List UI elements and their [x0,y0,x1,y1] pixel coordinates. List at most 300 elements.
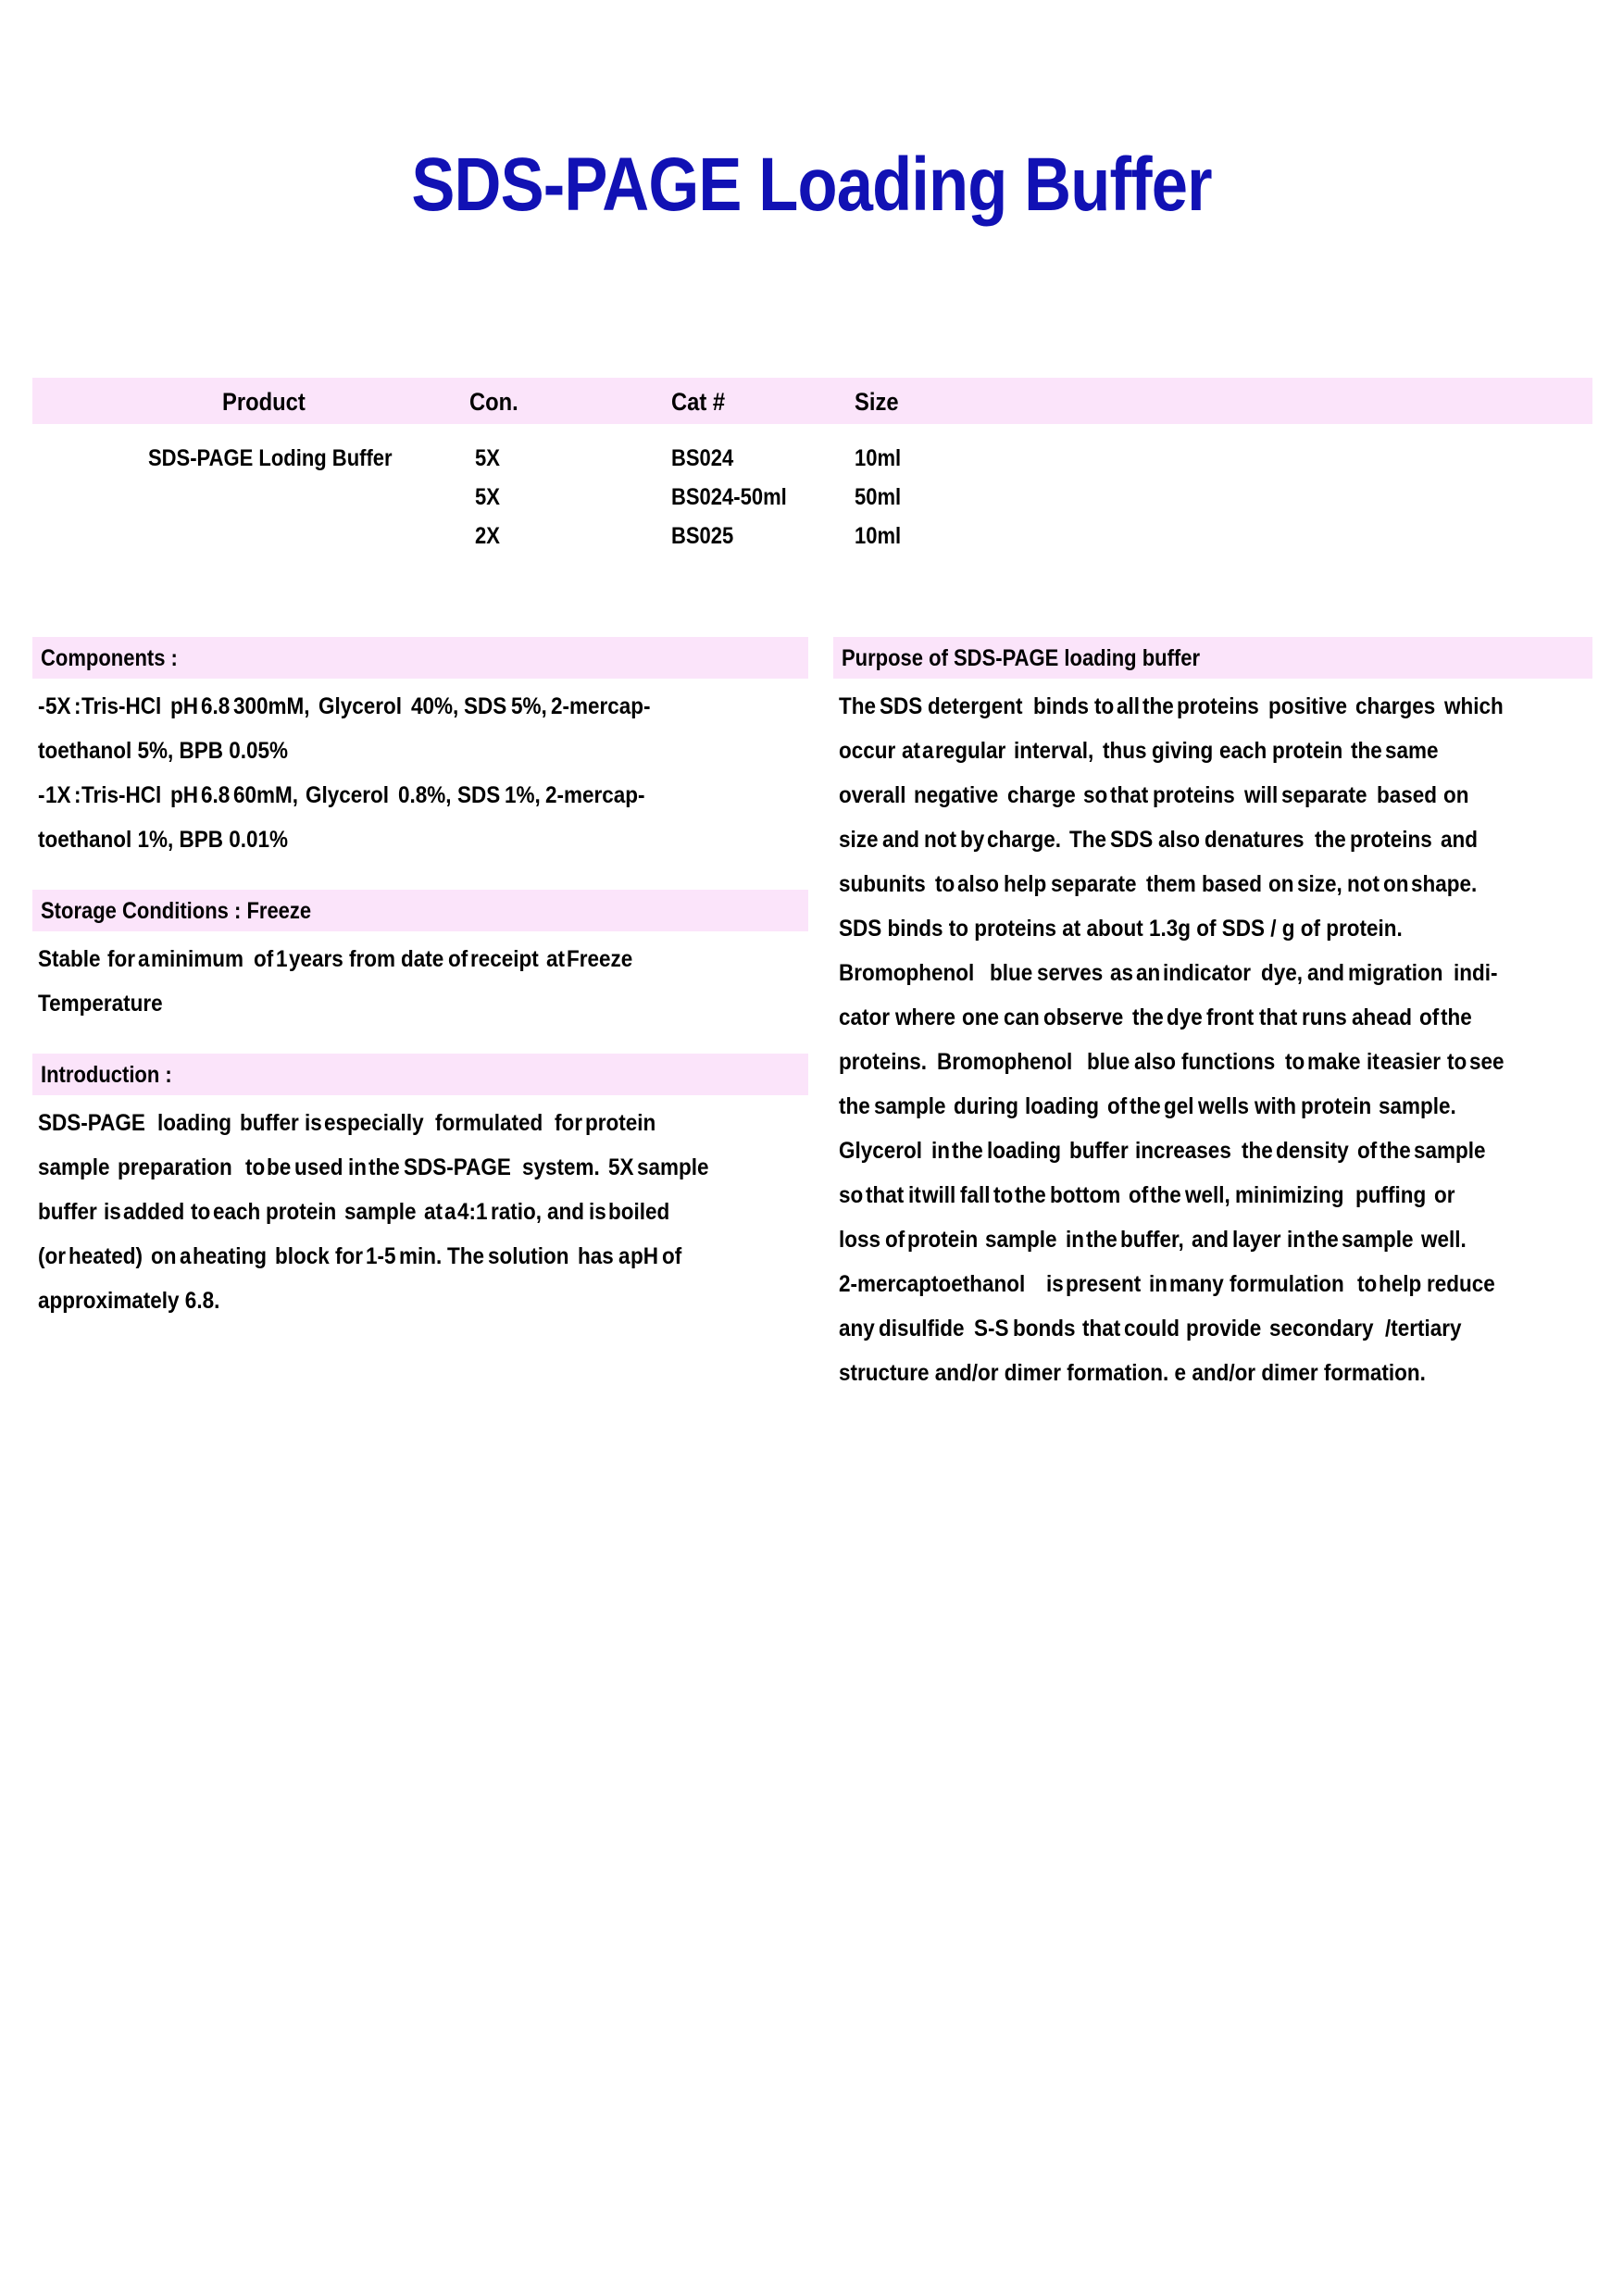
text-word: any [839,1316,875,1341]
right-column [833,637,1592,1423]
introduction-heading-band [32,1054,808,1095]
purpose-heading-band [833,637,1592,679]
text-word: dye, [1260,960,1303,986]
storage-heading: Storage Conditions : Freeze [41,898,312,924]
text-word: density [1276,1138,1350,1164]
text-word: puffing [1355,1182,1427,1208]
text-word: by [959,827,984,853]
text-word: pH [170,693,199,719]
text-word: disulfide [879,1316,965,1341]
text-word: runs [1302,1004,1347,1030]
text-word: based [1201,871,1262,897]
text-word: : [73,693,81,719]
components-heading-band [32,637,808,679]
text-word: for [334,1243,363,1269]
text-word: migration [1348,960,1443,986]
text-word: 5%, [511,693,548,719]
text-word: not [1346,871,1380,897]
text-word: increases [1134,1138,1231,1164]
text-line [839,1084,1592,1129]
text-word: in [1065,1227,1084,1253]
text-word: sample [985,1227,1057,1253]
text-word: on [1443,782,1469,808]
text-word: of [661,1243,682,1269]
text-word: of [885,1227,905,1253]
text-word: at [902,738,921,764]
text-word: to [1285,1049,1305,1075]
text-line [839,1173,1592,1217]
text-word: protein [265,1199,337,1225]
text-word: in [931,1138,951,1164]
text-word: the [1015,1182,1047,1208]
text-word: Freeze [567,946,633,972]
text-word: 5X [45,693,71,719]
text-word: is [305,1110,323,1136]
text-word: 60mM, [233,782,299,808]
text-word: at [423,1199,443,1225]
text-word: make [1306,1049,1361,1075]
cell-size: 10ml [855,445,902,471]
components-body [32,679,808,862]
text-word: Glycerol [318,693,402,719]
text-word: will [922,1182,956,1208]
text-word: heating [192,1243,267,1269]
text-word: buffer [38,1199,97,1225]
text-word: is [103,1199,121,1225]
text-word: ratio, [491,1199,543,1225]
text-word: boiled [607,1199,669,1225]
text-word: 6.8 [201,693,231,719]
text-word: protein [906,1227,978,1253]
text-word: fall [959,1182,991,1208]
text-word: system. [522,1154,601,1180]
text-word: also [956,871,999,897]
text-word: Tris-HCl [81,782,162,808]
text-word: front [1206,1004,1255,1030]
cell-product: SDS-PAGE Loding Buffer [148,445,393,471]
text-word: based [1376,782,1437,808]
text-line [839,817,1592,862]
text-word: minimizing [1234,1182,1344,1208]
text-word: The [1068,827,1106,853]
text-word: formulation [1230,1271,1345,1297]
table-body [32,424,1592,549]
text-word: Tris-HCl [81,693,162,719]
text-word: to [1447,1049,1467,1075]
cell-cat: BS024 [671,445,734,471]
text-word: interval, [1014,738,1094,764]
text-word: present [1065,1271,1141,1297]
text-word: so [839,1182,864,1208]
text-word: a [179,1243,192,1269]
text-word: easier [1380,1049,1441,1075]
text-word: the [1350,738,1382,764]
text-word: secondary [1269,1316,1374,1341]
text-word: indi- [1454,960,1498,986]
text-word: so [1083,782,1108,808]
text-word: solution [488,1243,569,1269]
text-word: in [1286,1227,1305,1253]
text-word: an [1135,960,1161,986]
purpose-body [833,679,1592,1395]
column-header-con: Con. [469,388,518,416]
text-word: minimum [151,946,244,972]
text-line [38,1145,808,1190]
section-purpose [833,637,1592,1395]
text-word: and [1306,960,1344,986]
cell-cat: BS024-50ml [671,484,787,510]
text-word: - [38,782,45,808]
product-table [32,378,1592,549]
table-header-row [32,378,1592,424]
text-word: protein [1300,1093,1371,1119]
text-line: SDS binds to proteins at about 1.3g of SDS / g of protein. [839,916,1403,942]
text-word: Bromophenol [936,1049,1072,1075]
text-word: sample [38,1154,110,1180]
column-header-cat: Cat # [671,388,726,416]
text-word: regular [935,738,1006,764]
text-word: the [952,1138,984,1164]
text-word: - [38,693,45,719]
purpose-heading: Purpose of SDS-PAGE loading buffer [842,645,1201,671]
text-line [839,684,1592,729]
components-heading: Components : [41,645,178,671]
text-word: well. [1421,1227,1467,1253]
text-word: a [444,1199,456,1225]
text-word: date [400,946,444,972]
text-word: giving [1151,738,1213,764]
text-word: each [1219,738,1267,764]
text-word: blue [1087,1049,1130,1075]
text-word: binds [1032,693,1089,719]
text-word: for [555,1110,583,1136]
text-word: 6.8 [201,782,231,808]
text-word: each [212,1199,261,1225]
text-word: SDS [457,782,501,808]
text-word: block [274,1243,330,1269]
text-word: bonds [1012,1316,1076,1341]
cell-size: 50ml [855,484,902,510]
text-word: indicator [1163,960,1252,986]
text-line [839,1306,1592,1351]
text-word: : [73,782,81,808]
cell-con: 5X [475,445,500,471]
text-word: charge. [986,827,1061,853]
text-word: the [1441,1004,1472,1030]
text-line [839,1040,1592,1084]
text-word: proteins [1177,693,1260,719]
text-word: serves [1036,960,1104,986]
text-word: bottom [1049,1182,1121,1208]
text-word: and [882,827,920,853]
text-word: be [267,1154,292,1180]
text-word: the [1150,1182,1181,1208]
text-word: cator [839,1004,891,1030]
text-word: gel [1164,1093,1194,1119]
text-word: the [1241,1138,1273,1164]
text-word: is [588,1199,606,1225]
text-word: to [191,1199,211,1225]
cell-size: 10ml [855,523,902,549]
text-word: sample [873,1093,946,1119]
text-word: reduce [1426,1271,1495,1297]
text-word: on [151,1243,177,1269]
text-word: detergent [927,693,1023,719]
text-word: 1X [45,782,71,808]
text-word: negative [913,782,998,808]
text-word: pH [170,782,199,808]
text-word: sample [637,1154,709,1180]
text-word: buffer [1068,1138,1129,1164]
text-word: size [839,827,879,853]
text-word: pH [630,1243,659,1269]
text-word: charges [1355,693,1436,719]
text-word: size, [1296,871,1342,897]
text-line [839,862,1592,906]
text-word: protein [585,1110,656,1136]
text-word: could [1124,1316,1180,1341]
text-word: also [1134,1049,1177,1075]
text-word: with [1254,1093,1296,1119]
text-word: loading [986,1138,1061,1164]
text-word: a [138,946,150,972]
section-storage-conditions [32,890,808,1026]
cell-con: 2X [475,523,500,549]
text-word: observe [1042,1004,1124,1030]
text-word: that [1110,782,1149,808]
text-line [38,773,808,817]
text-word: will [1243,782,1278,808]
text-word: separate [1280,782,1367,808]
text-line [38,684,808,729]
text-word: to [1356,1271,1378,1297]
text-word: the [1315,827,1346,853]
text-word: sample. [1379,1093,1457,1119]
text-word: formulated [434,1110,543,1136]
text-word: one [962,1004,1000,1030]
text-line: approximately 6.8. [38,1288,220,1314]
text-word: thus [1102,738,1147,764]
text-word: well, [1184,1182,1230,1208]
text-word: it [1366,1049,1380,1075]
text-line [38,1190,808,1234]
text-word: charge [1007,782,1076,808]
text-word: 4:1 [456,1199,488,1225]
text-word: heated) [69,1243,144,1269]
text-word: SDS-PAGE [403,1154,511,1180]
text-word: 2-mercaptoethanol [839,1271,1026,1297]
text-word: the [368,1154,400,1180]
text-word: protein [1272,738,1343,764]
text-word: the [1379,1138,1411,1164]
text-word: which [1444,693,1504,719]
storage-body [32,931,808,1026]
text-word: the [1306,1227,1339,1253]
text-word: help [1003,871,1047,897]
text-word: proteins [1349,827,1432,853]
text-word: has [578,1243,615,1269]
text-word: 5X [608,1154,634,1180]
text-word: S-S [973,1316,1009,1341]
text-word: a [922,738,934,764]
text-line [38,1101,808,1145]
text-word: provide [1186,1316,1262,1341]
text-word: buffer, [1120,1227,1185,1253]
text-word: same [1385,738,1440,764]
text-line [839,1217,1592,1262]
text-word: occur [839,738,896,764]
cell-cat: BS025 [671,523,734,549]
text-word: SDS-PAGE [38,1110,145,1136]
text-line: toethanol 1%, BPB 0.01% [38,827,289,853]
text-word: many [1169,1271,1224,1297]
text-word: subunits [839,871,926,897]
table-row [32,522,1592,549]
text-word: during [953,1093,1018,1119]
text-word: proteins [1153,782,1235,808]
text-word: all [1117,693,1141,719]
text-word: on [1268,871,1294,897]
text-line [38,1234,808,1279]
text-word: loading [156,1110,231,1136]
text-word: sample [1342,1227,1414,1253]
text-word: the [1085,1227,1117,1253]
text-word: the [1129,1093,1161,1119]
text-line [839,995,1592,1040]
text-word: Bromophenol [839,960,975,986]
table-row [32,483,1592,510]
text-word: help [1379,1271,1422,1297]
text-word: The [839,693,877,719]
text-word: /tertiary [1385,1316,1462,1341]
text-word: that [1081,1316,1120,1341]
text-word: layer [1232,1227,1281,1253]
text-word: to [1094,693,1115,719]
storage-heading-band [32,890,808,931]
text-line [38,937,808,981]
text-word: denatures [1204,827,1305,853]
text-word: as [1110,960,1134,986]
text-word: at [545,946,565,972]
text-word: to [935,871,955,897]
text-word: not [923,827,956,853]
text-word: can [1003,1004,1040,1030]
text-word: especially [324,1110,424,1136]
text-word: of [1418,1004,1439,1030]
text-word: (or [38,1243,66,1269]
text-word: loss [839,1227,881,1253]
text-word: years [288,946,343,972]
text-word: added [122,1199,184,1225]
text-word: of [254,946,274,972]
text-word: 0.8%, [398,782,452,808]
text-word: and [1441,827,1479,853]
text-word: positive [1267,693,1348,719]
text-word: Glycerol [306,782,390,808]
text-word: sample [1414,1138,1486,1164]
text-line: structure and/or dimer formation. e and/or dimer formation. [839,1360,1426,1386]
introduction-body [32,1095,808,1323]
page-title: SDS-PAGE Loading Buffer [411,143,1212,227]
text-word: loading [1025,1093,1100,1119]
text-word: 1-5 [366,1243,396,1269]
text-word: Stable [38,946,101,972]
text-word: that [866,1182,905,1208]
text-word: it [908,1182,921,1208]
column-header-size: Size [855,388,899,416]
text-line [839,729,1592,773]
text-word: for [107,946,136,972]
text-line [839,951,1592,995]
text-word: overall [839,782,906,808]
text-word: receipt [469,946,539,972]
text-word: dye [1167,1004,1204,1030]
text-line [839,1262,1592,1306]
text-line [839,1129,1592,1173]
text-word: of [1128,1182,1148,1208]
text-word: the [839,1093,870,1119]
text-word: and [1191,1227,1229,1253]
text-word: on [1382,871,1409,897]
text-word: blue [989,960,1032,986]
left-column [32,637,808,1351]
text-word: of [1107,1093,1128,1119]
text-word: 1 [276,946,288,972]
column-header-product: Product [222,388,306,416]
text-word: a [618,1243,630,1269]
text-word: ahead [1352,1004,1413,1030]
text-word: in [1148,1271,1167,1297]
text-word: wells [1197,1093,1249,1119]
text-word: or [1434,1182,1455,1208]
text-word: also [1157,827,1200,853]
text-word: of [1356,1138,1378,1164]
text-word: SDS [880,693,923,719]
section-introduction [32,1054,808,1323]
text-line: toethanol 5%, BPB 0.05% [38,738,289,764]
text-word: 1%, [505,782,542,808]
text-word: min. [399,1243,443,1269]
introduction-heading: Introduction : [41,1062,172,1088]
text-word: preparation [118,1154,232,1180]
text-word: shape. [1411,871,1478,897]
text-word: that [1259,1004,1298,1030]
text-word: to [244,1154,265,1180]
text-word: The [446,1243,484,1269]
text-word: buffer [239,1110,299,1136]
text-word: them [1146,871,1196,897]
text-word: from [349,946,396,972]
text-word: 300mM, [233,693,310,719]
text-word: where [895,1004,956,1030]
text-word: functions [1180,1049,1275,1075]
text-word: in [347,1154,367,1180]
text-word: used [293,1154,343,1180]
table-row [32,444,1592,471]
section-components [32,637,808,862]
text-word: the [1131,1004,1164,1030]
text-word: 2-mercap- [544,782,645,808]
text-word: SDS [1110,827,1154,853]
text-word: Glycerol [839,1138,923,1164]
text-word: to [993,1182,1013,1208]
text-word: the [1142,693,1174,719]
cell-con: 5X [475,484,500,510]
text-word: 40%, [410,693,459,719]
text-word: 2-mercap- [551,693,652,719]
text-word: proteins. [839,1049,928,1075]
text-word: SDS [463,693,507,719]
